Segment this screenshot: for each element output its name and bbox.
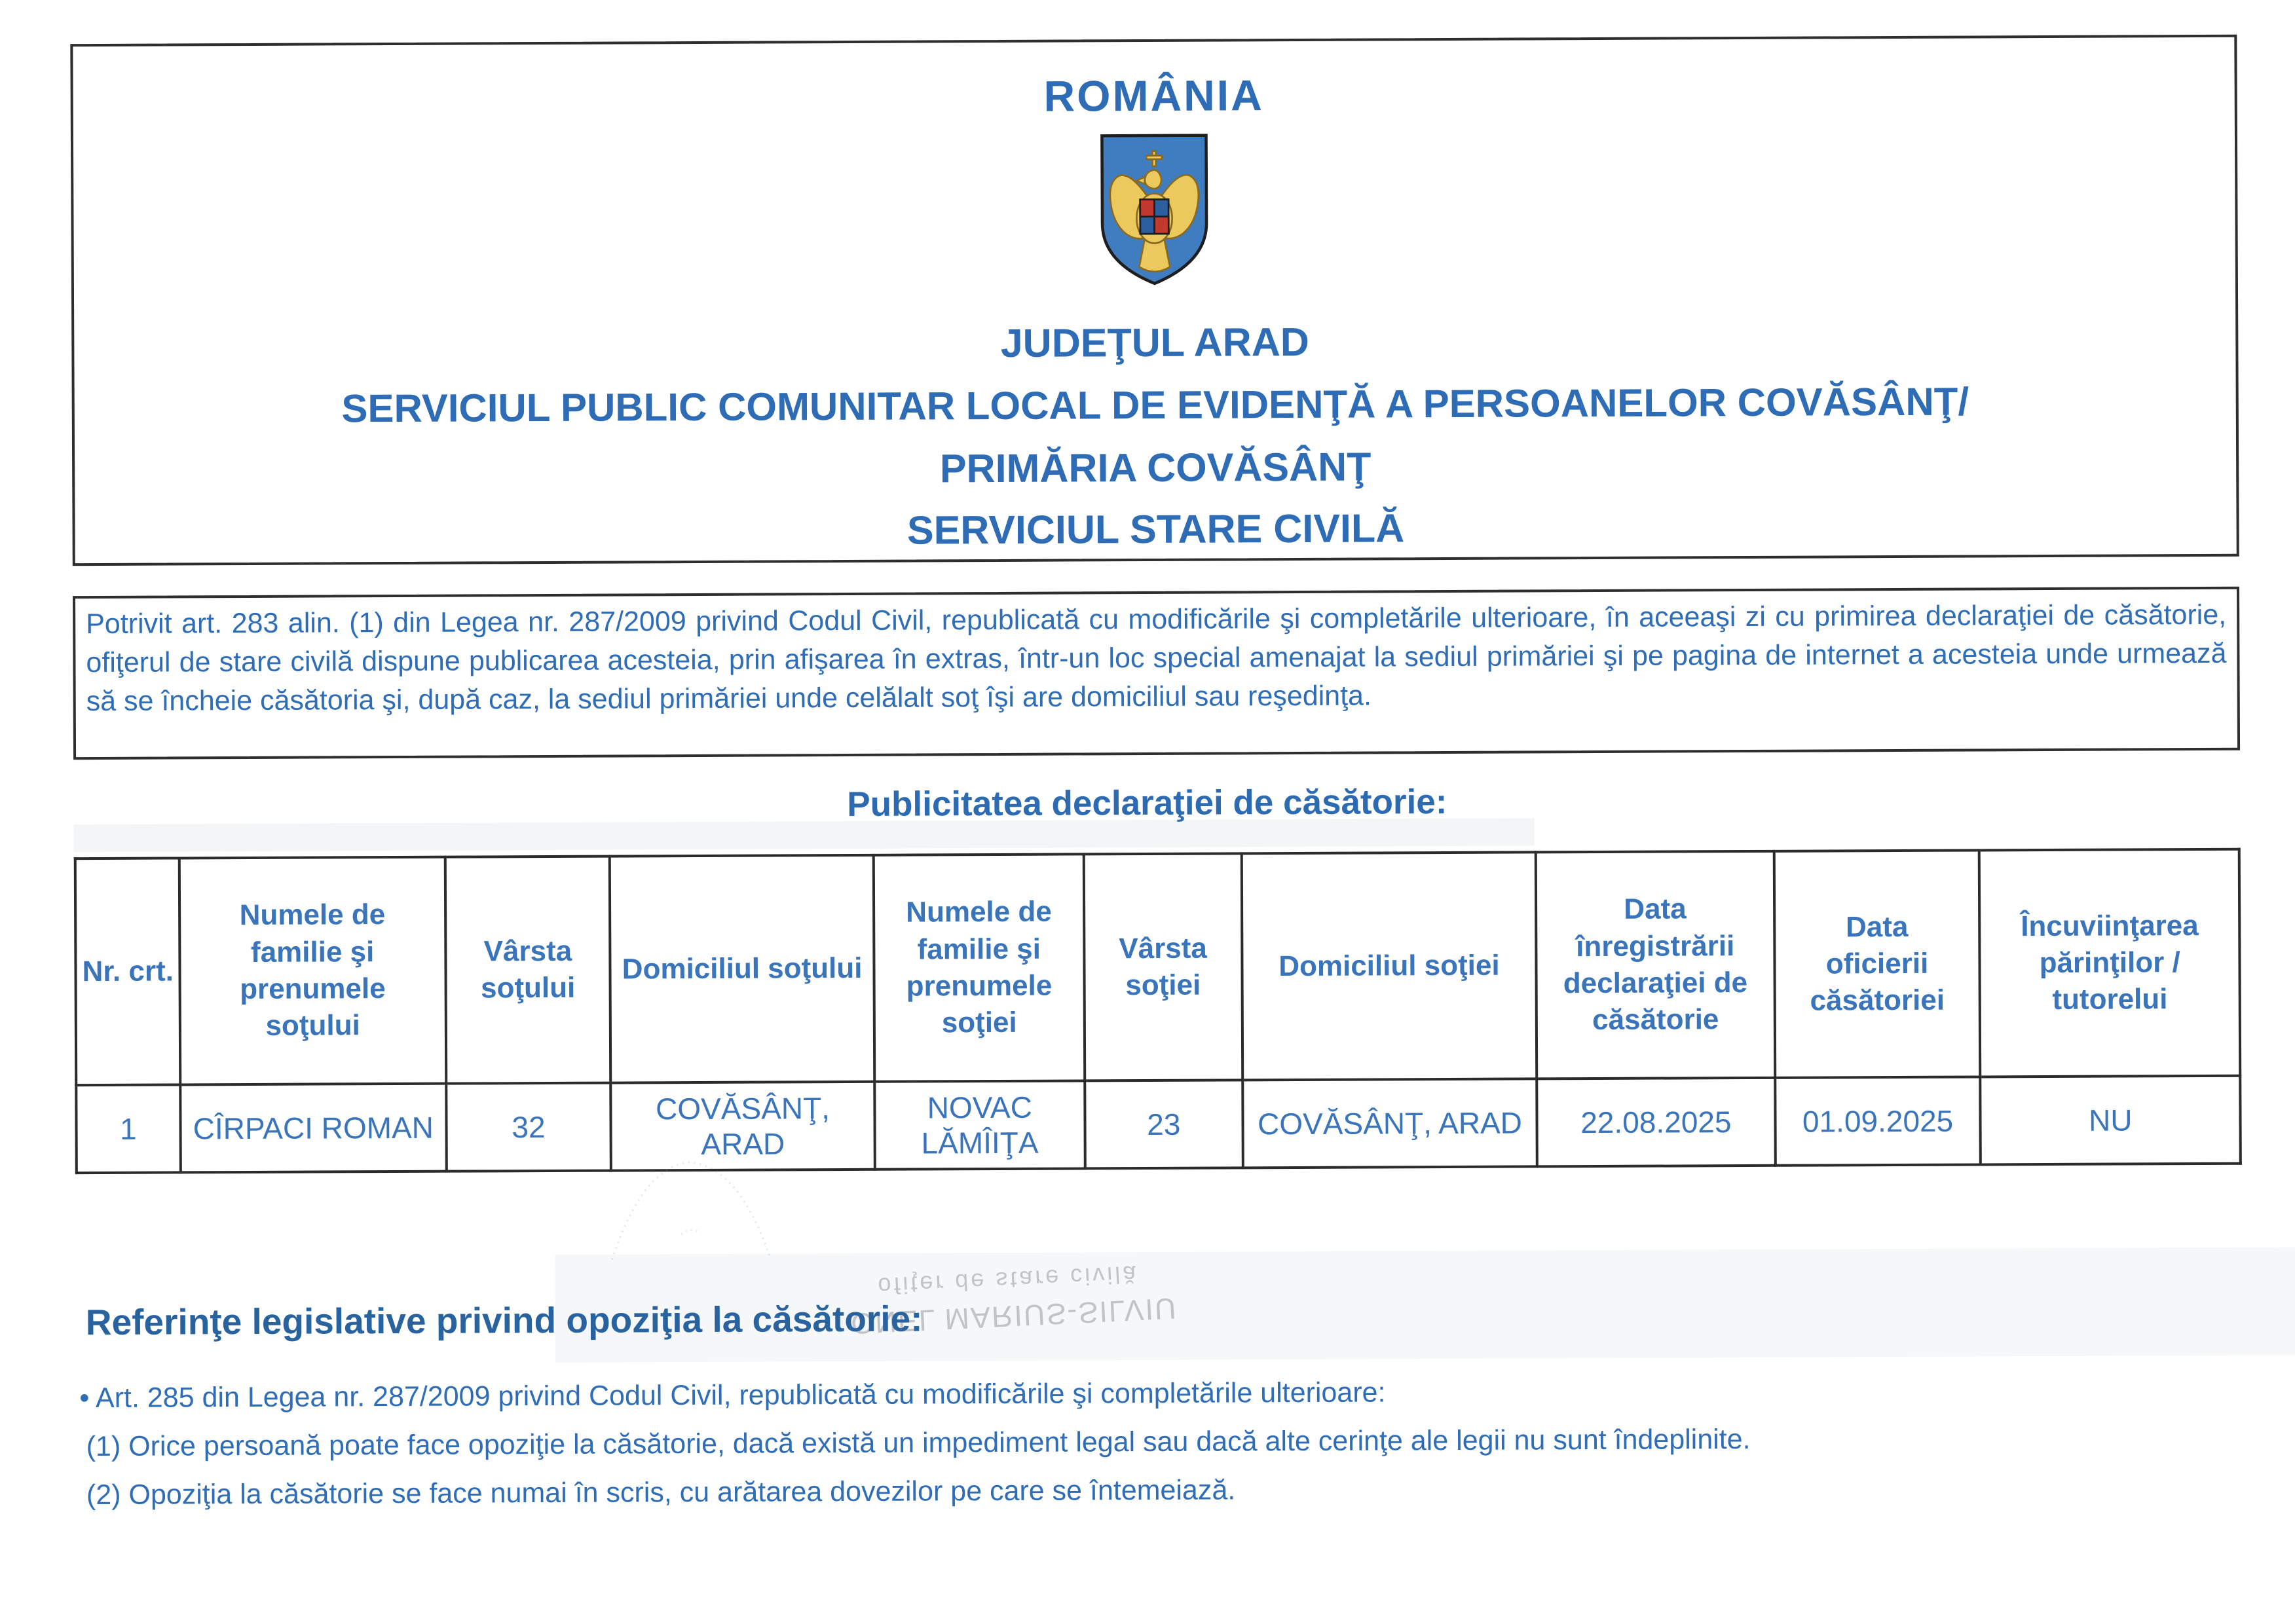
col-header-registration-date-label: Data înregistrării declaraţiei de căsătorie — [1563, 893, 1748, 1037]
table-header-row — [75, 849, 2240, 1085]
references-heading: Referinţe legislative privind opoziţia la căsătorie: — [85, 1298, 923, 1343]
col-header-registration-date — [1536, 851, 1775, 1079]
authority-line-county: JUDEŢUL ARAD — [1000, 319, 1310, 365]
authority-line-service: SERVICIUL PUBLIC COMUNITAR LOCAL DE EVIDENŢĂ A PERSOANELOR COVĂSÂNŢ/ — [341, 379, 1969, 431]
col-header-wife-domicile: Domiciliul soţiei — [1242, 852, 1537, 1080]
cell-wife-age: 23 — [1085, 1080, 1243, 1168]
bleedthrough-officer-name: ONEL MARIUS-SILVIU — [850, 1291, 1178, 1341]
cell-husband-name: CÎRPACI ROMAN — [180, 1084, 447, 1173]
cell-ceremony-date: 01.09.2025 — [1775, 1077, 1981, 1165]
cell-wife-name: NOVAC LĂMÎIŢA — [874, 1080, 1085, 1169]
col-header-wife-name-label: Numele de familie şi prenumele soţiei — [906, 896, 1053, 1039]
country-title: ROMÂNIA — [1043, 71, 1265, 120]
legal-basis-box — [73, 587, 2240, 760]
romania-coat-of-arms-icon — [1094, 130, 1214, 290]
col-header-husband-age: Vârsta soţului — [445, 857, 611, 1084]
col-header-husband-domicile: Domiciliul soţului — [610, 855, 875, 1083]
col-header-parental-consent — [1979, 849, 2240, 1077]
bleedthrough-officer-title: ofiţer de stare civilă — [877, 1261, 1140, 1301]
col-header-parental-consent-label: Încuviinţarea părinţilor / tutorelui — [2021, 909, 2199, 1016]
col-header-husband-name — [179, 857, 446, 1085]
reference-item: • Art. 285 din Legea nr. 287/2009 privind Codul Civil, republicată cu modificările şi completările ulterioare: — [79, 1376, 1386, 1414]
document-header-box — [70, 35, 2239, 566]
legal-basis-text: Potrivit art. 283 alin. (1) din Legea nr. 287/2009 privind Codul Civil, republicată cu modificările şi completările ulterioare, în aceeaşi zi cu primirea declaraţiei de căsătorie, ofiţerul de stare civilă dispune publicarea acesteia, prin afişarea în extras, într-un loc special amenajat la sediul primăriei şi pe pagina de internet a acesteia unde urmează să se încheie căsătoria şi, după caz, la sediul primăriei unde celălalt soţ îşi are domiciliul sau reşedinţa. — [86, 599, 2227, 717]
col-header-husband-name-label: Numele de familie şi prenumele soţului — [239, 898, 386, 1043]
authority-line-civil-status: SERVICIUL STARE CIVILĂ — [906, 506, 1405, 553]
col-header-ceremony-date-label: Data oficierii căsătoriei — [1810, 910, 1945, 1017]
cell-registration-date: 22.08.2025 — [1537, 1078, 1775, 1167]
table-row — [76, 1076, 2241, 1173]
cell-parental-consent: NU — [1981, 1076, 2241, 1165]
cell-wife-domicile: COVĂSÂNŢ, ARAD — [1242, 1079, 1537, 1168]
cell-husband-age: 32 — [446, 1083, 611, 1172]
col-header-wife-age: Vârsta soţiei — [1083, 853, 1242, 1080]
cell-row-number: 1 — [76, 1084, 180, 1173]
col-header-ceremony-date — [1774, 850, 1980, 1077]
reference-item: (2) Opoziţia la căsătorie se face numai în scris, cu arătarea dovezilor pe care se întemeiază. — [86, 1474, 1236, 1511]
authority-line-cityhall: PRIMĂRIA COVĂSÂNŢ — [939, 444, 1371, 491]
pencil-smudge — [603, 1155, 780, 1264]
col-header-nr-crt: Nr. crt. — [75, 858, 180, 1085]
col-header-wife-name — [874, 854, 1085, 1081]
marriage-declarations-table — [74, 848, 2242, 1174]
reference-item: (1) Orice persoană poate face opoziţie la căsătorie, dacă există un impediment legal sau dacă alte cerinţe ale legii nu sunt îndeplinite. — [86, 1423, 1751, 1463]
cell-husband-domicile: COVĂSÂNŢ, ARAD — [610, 1082, 875, 1171]
section-title: Publicitatea declaraţiei de căsătorie: — [847, 783, 1447, 824]
